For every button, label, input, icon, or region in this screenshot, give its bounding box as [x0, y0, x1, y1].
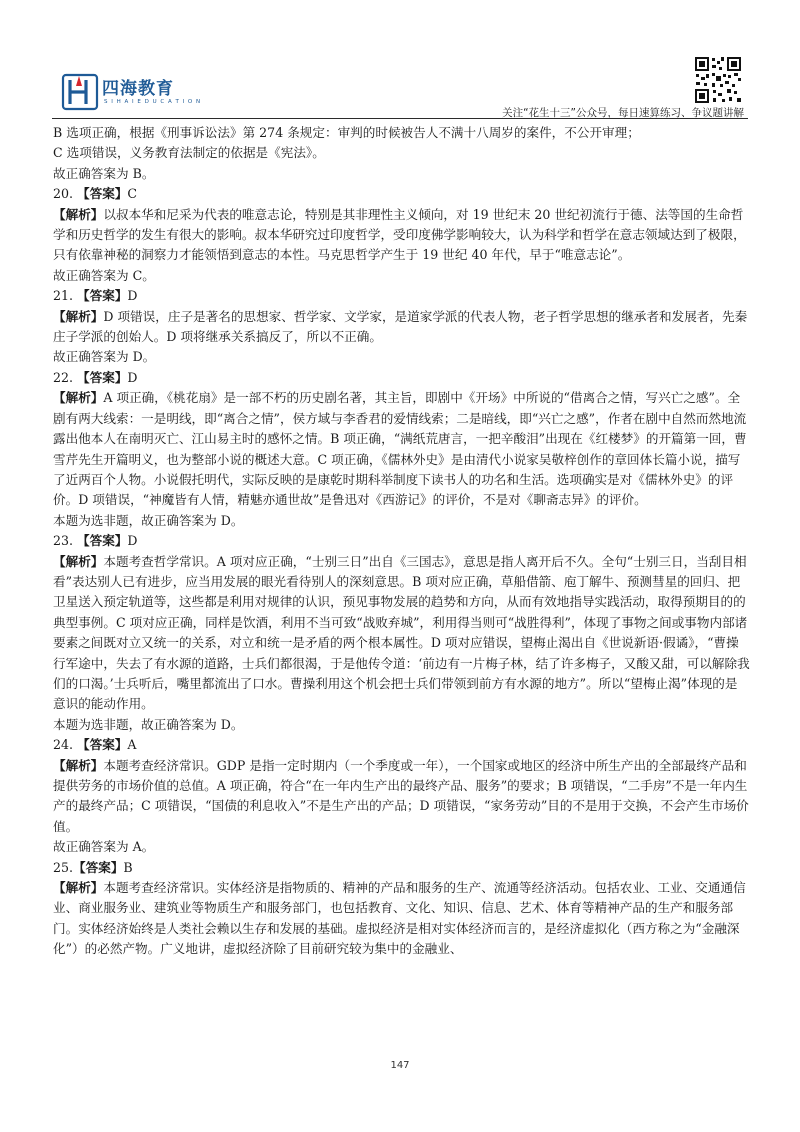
answer-value: D — [127, 369, 138, 385]
answer-value: B — [123, 859, 133, 875]
explanation-tag: 【解析】 — [53, 390, 104, 406]
page-number: 147 — [390, 1060, 410, 1071]
answer-value: D — [127, 288, 138, 304]
explanation-22 — [53, 388, 750, 510]
explanation-21 — [53, 307, 750, 348]
question-number: 25. — [53, 859, 74, 875]
question-number: 22. — [53, 369, 74, 385]
answer-line-23 — [53, 531, 750, 551]
answer-tag: 【答案】 — [77, 369, 128, 385]
answer-value: A — [127, 737, 137, 753]
question-number: 24. — [53, 737, 74, 753]
answer-line-20 — [53, 184, 750, 204]
explanation-text: 本题考查经济常识。GDP 是指一定时期内（一个季度或一年），一个国家或地区的经济中所生产出的全部最终产品和提供劳务的市场价值的总值。A 项正确，符合“在一年内生产出的最终产品、服务”的要求；B 项错误，“二手房”不是一年内生产的最终产品；C 项错误，“国债的利息收入”不是生产出的产品；D 项错误，“家务劳动”目的不是用于交换，不会产生市场价值。 — [53, 757, 749, 834]
qr-code-icon — [694, 56, 742, 104]
document-body — [53, 123, 750, 960]
explanation-text: A 项正确，《桃花扇》是一部不朽的历史剧名著，其主旨，即剧中《开场》中所说的“借离合之情，写兴亡之感”。全剧有两大线索：一是明线，即“离合之情”，侯方域与李香君的爱情线索；二是暗线，即“兴亡之感”，作者在剧中自然而然地流露出他本人在南明灭亡、江山易主时的感怀之情。B 项正确，“满纸荒唐言，一把辛酸泪”出现在《红楼梦》的开篇第一回，曹雪芹先生开篇明义，也为整部小说的概述大意。C 项正确，《儒林外史》是由清代小说家吴敬梓创作的章回体长篇小说，描写了近两百个人物。小说假托明代，实际反映的是康乾时期科举制度下读书人的功名和生活。选项确实是对《儒林外史》的评价。D 项错误，“神魔皆有人情，精魅亦通世故”是鲁迅对《西游记》的评价，不是对《聊斋志异》的评价。 — [53, 390, 747, 508]
page-header — [52, 52, 748, 118]
explanation-tag: 【解析】 — [53, 206, 104, 222]
explanation-tag: 【解析】 — [53, 308, 104, 324]
logo-subtitle: S I H A I E D U C A T I O N — [104, 99, 202, 105]
explanation-text: 以叔本华和尼采为代表的唯意志论，特别是其非理性主义倾向，对 19 世纪末 20 世纪初流行于德、法等国的生命哲学和历史哲学的发生有很大的影响。叔本华研究过印度哲学，受印度佛学影响较大，认为科学和哲学在意志领域达到了极限，只有依靠神秘的洞察力才能领悟到意志的本性。马克思哲学产生于 19 世纪 40 年代，早于“唯意志论”。 — [53, 206, 746, 263]
answer-tag: 【答案】 — [77, 533, 128, 549]
answer-line-21 — [53, 286, 750, 306]
explanation-tag: 【解析】 — [53, 757, 104, 773]
conclusion-22: 本题为选非题，故正确答案为 D。 — [53, 512, 244, 528]
conclusion-20: 故正确答案为 C。 — [53, 267, 155, 283]
brand-logo — [60, 72, 230, 112]
explanation-tag: 【解析】 — [53, 553, 104, 569]
conclusion-23: 本题为选非题，故正确答案为 D。 — [53, 716, 244, 732]
header-slogan: 关注“花生十三”公众号，每日速算练习、争议题讲解 — [502, 107, 744, 119]
logo-name: 四海教育 — [102, 79, 174, 99]
question-number: 21. — [53, 288, 74, 304]
explanation-23 — [53, 552, 750, 715]
question-number: 23. — [53, 533, 74, 549]
conclusion-24: 故正确答案为 A。 — [53, 839, 155, 855]
explanation-20 — [53, 205, 750, 266]
body-line: 故正确答案为 B。 — [53, 165, 155, 181]
explanation-25 — [53, 878, 750, 960]
body-line: B 选项正确，根据《刑事诉讼法》第 274 条规定：审判的时候被告人不满十八周岁的案件，不公开审理； — [53, 125, 640, 140]
explanation-text: D 项错误，庄子是著名的思想家、哲学家、文学家，是道家学派的代表人物，老子哲学思想的继承者和发展者，先秦庄子学派的创始人。D 项将继承关系搞反了，所以不正确。 — [53, 308, 748, 345]
answer-line-25 — [53, 858, 750, 878]
explanation-24 — [53, 756, 750, 838]
answer-tag: 【答案】 — [77, 288, 128, 304]
body-line: C 选项错误，义务教育法制定的依据是《宪法》。 — [53, 145, 325, 161]
explanation-text: 本题考查哲学常识。A 项对应正确，“士别三日”出自《三国志》，意思是指人离开后不久。全句“士别三日，当刮目相看”表达别人已有进步，应当用发展的眼光看待别人的深刻意思。B 项对应正确，草船借箭、庖丁解牛、预测彗星的回归、把卫星送入预定轨道等，这些都是利用对规律的认识，预见事物发展的趋势和方向，从而有效地指导实践活动，取得预期目的的典型事例。C 项对应正确，同样是饮酒，利用不当可致“战败弃城”，利用得当则可“战胜得利”，体现了事物之间或事物内部诸要素之间既对立又统一的关系，对立和统一是矛盾的两个根本属性。D 项对应错误，望梅止渴出自《世说新语·假谲》，“曹操行军途中，失去了有水源的道路，士兵们都很渴，于是他传令道：‘前边有一片梅子林，结了许多梅子，又酸又甜，可以解除我们的口渴。’士兵听后，嘴里都流出了口水。曹操利用这个机会把士兵们带领到前方有水源的地方”。所以“望梅止渴”体现的是意识的能动作用。 — [53, 553, 750, 712]
answer-line-22 — [53, 368, 750, 388]
answer-tag: 【答案】 — [77, 737, 128, 753]
answer-tag: 【答案】 — [73, 859, 124, 875]
explanation-text: 本题考查经济常识。实体经济是指物质的、精神的产品和服务的生产、流通等经济活动。包括农业、工业、交通通信业、商业服务业、建筑业等物质生产和服务部门，也包括教育、文化、知识、信息、艺术、体育等精神产品的生产和服务部门。实体经济始终是人类社会赖以生存和发展的基础。虚拟经济是相对实体经济而言的，是经济虚拟化（西方称之为“金融深化”）的必然产物。广义地讲，虚拟经济除了目前研究较为集中的金融业、 — [53, 880, 746, 957]
answer-value: D — [127, 533, 138, 549]
header-divider — [52, 118, 748, 119]
answer-line-24 — [53, 735, 750, 755]
answer-tag: 【答案】 — [77, 186, 128, 202]
answer-value: C — [127, 186, 138, 202]
conclusion-21: 故正确答案为 D。 — [53, 349, 156, 365]
explanation-tag: 【解析】 — [53, 880, 104, 896]
question-number: 20. — [53, 186, 74, 202]
logo-icon — [60, 72, 100, 112]
